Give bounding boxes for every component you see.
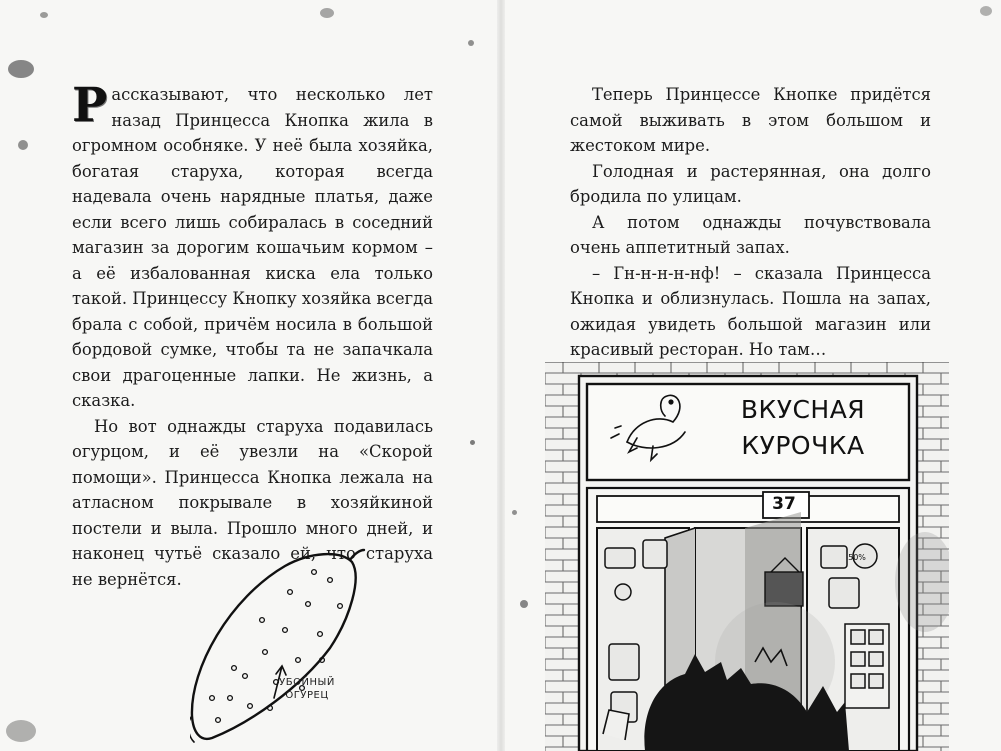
paragraph: [72, 78, 433, 414]
paragraph: А потом однажды почувствовала очень аппетитный запах.: [570, 212, 931, 257]
ink-splatter: [8, 60, 34, 78]
paragraph: Голодная и растерянная, она долго бродила по улицам.: [570, 161, 931, 206]
paragraph: Но вот однажды старуха подавилась огурцом, и её увезли на «Скорой помощи». Принцесса Кнопка лежала на атласном покрывале в хозяйкиной постели и выла. Прошло много дней, и наконец чутьё сказало ей, что старуха не вернётся.: [72, 416, 433, 589]
ink-splatter: [6, 720, 36, 742]
ink-splatter: [320, 8, 334, 18]
shop-sign-line: ВКУСНАЯ: [740, 395, 866, 424]
paragraph: – Гн-н-н-н-нф! – сказала Принцесса Кнопка и облизнулась. Пошла на запах, ожидая увидеть большой магазин или красивый ресторан. Но там…: [570, 263, 931, 359]
ink-splatter: [980, 6, 992, 16]
ink-splatter: [520, 600, 528, 608]
ink-splatter: [468, 40, 474, 46]
drop-cap: Р: [72, 78, 108, 133]
illustration-caption: [262, 676, 352, 702]
right-page-text: [570, 82, 931, 363]
ink-splatter: [470, 440, 475, 445]
shop-sign-line: КУРОЧКА: [741, 431, 865, 460]
ink-splatter: [512, 510, 517, 515]
ink-splatter: [40, 12, 48, 18]
ink-splatter: [18, 140, 28, 150]
caption-line: ОГУРЕЦ: [285, 690, 329, 701]
left-page: [0, 0, 500, 751]
caption-line: УБОЙНЫЙ: [279, 677, 335, 688]
paragraph: Теперь Принцессе Кнопке придётся самой выживать в этом большом и жестоком мире.: [570, 85, 931, 155]
left-page-text: [72, 78, 433, 592]
paragraph-text: ассказывают, что несколько лет назад Принцесса Кнопка жила в огромном особняке. У неё была хозяйка, богатая старуха, которая всегда надевала очень нарядные платья, даже если всего лишь собиралась в соседний магазин за дорогим кошачьим кормом – а её избалованная киска ела только такой. Принцессу Кнопку хозяйка всегда брала с собой, причём носила в большой бордовой сумке, чтобы та не запачкала свои драгоценные лапки. Не жизнь, а сказка.: [72, 85, 433, 410]
house-number: 37: [772, 494, 796, 514]
discount-sticker-text: 50%: [848, 553, 866, 562]
shop-sign: [728, 392, 878, 464]
cucumber-illustration: [190, 548, 380, 748]
